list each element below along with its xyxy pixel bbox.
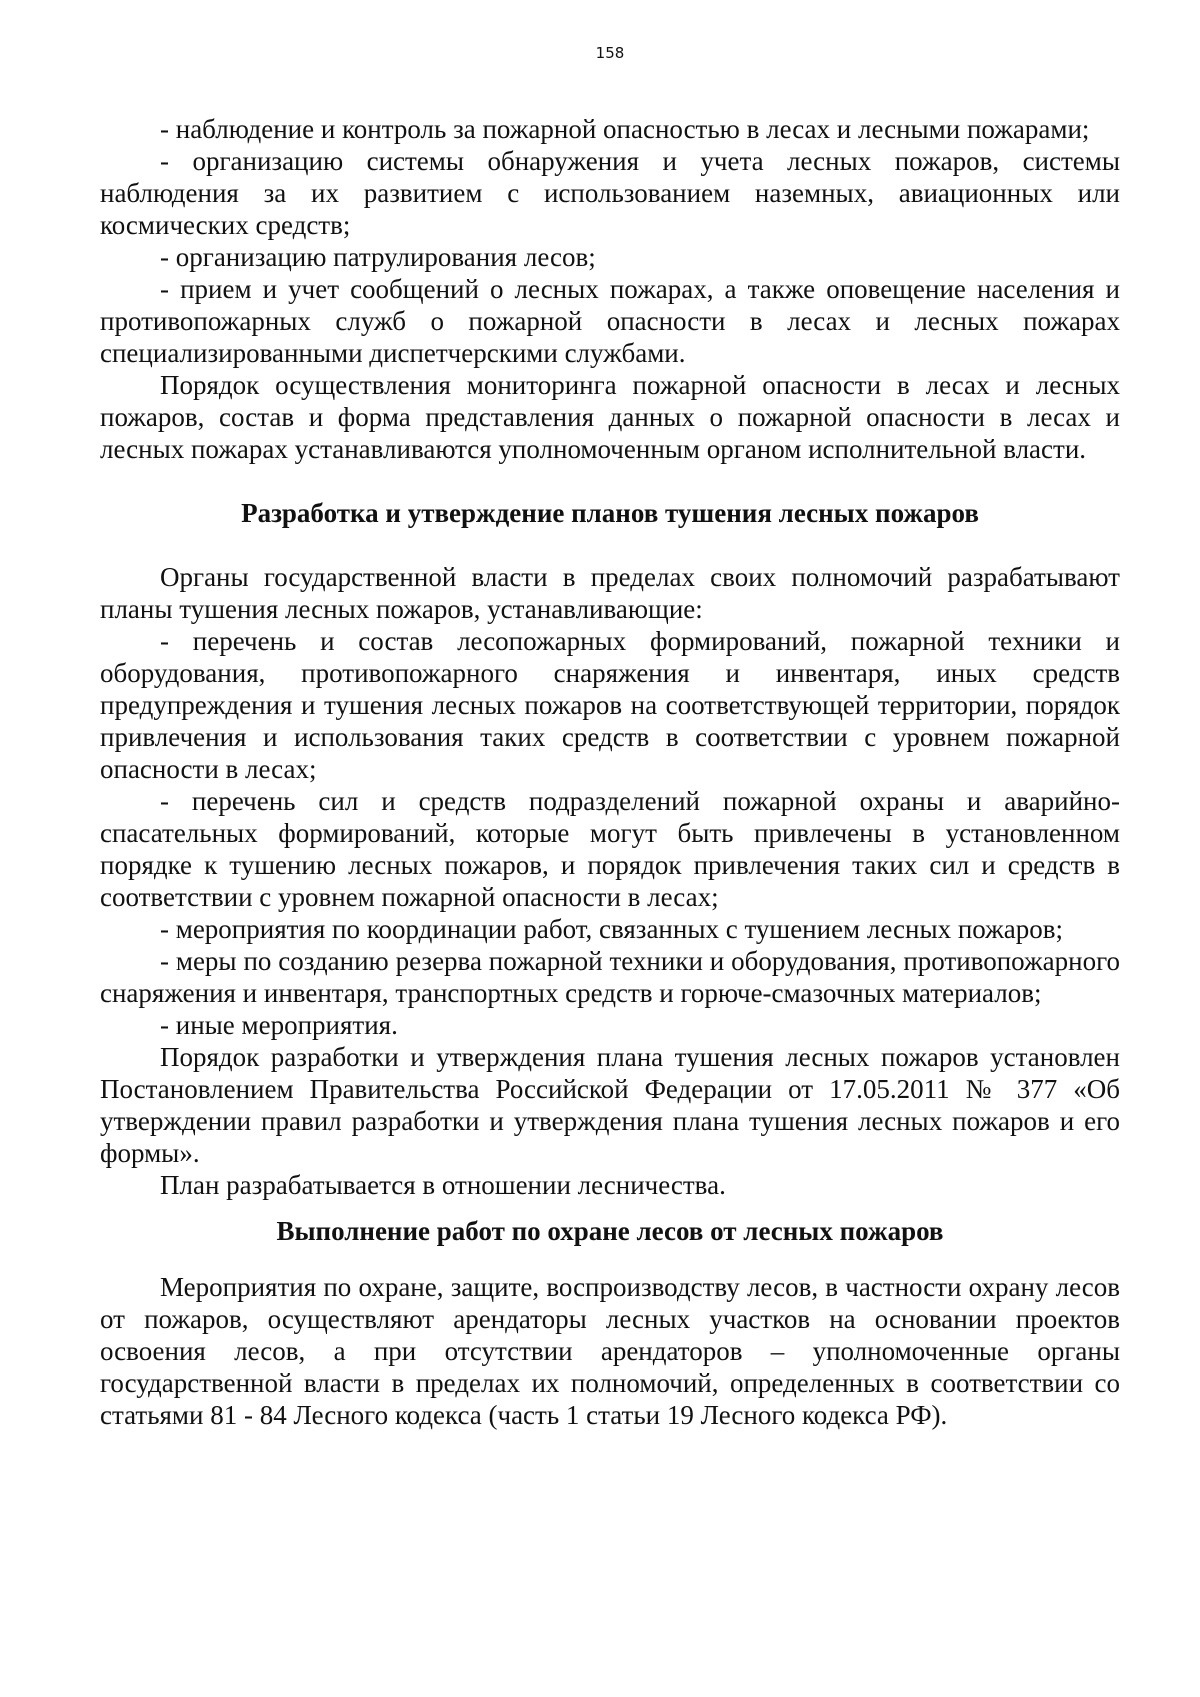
paragraph: Порядок разработки и утверждения плана тушения лесных пожаров установлен Постановлением Правительства Российской Федерации от 17.05.2011 № 377 «Об утверждении правил разработки и утверждения плана тушения лесных пожаров и его формы».: [100, 1042, 1120, 1168]
paragraph: - наблюдение и контроль за пожарной опасностью в лесах и лесными пожарами;: [160, 114, 1090, 144]
paragraph: Порядок осуществления мониторинга пожарной опасности в лесах и лесных пожаров, состав и форма представления данных о пожарной опасности в лесах и лесных пожарах устанавливаются уполномоченным органом исполнительной власти.: [100, 370, 1120, 464]
paragraph: - меры по созданию резерва пожарной техники и оборудования, противопожарного снаряжения и инвентаря, транспортных средств и горюче-смазочных материалов;: [100, 946, 1120, 1008]
paragraph: - прием и учет сообщений о лесных пожарах, а также оповещение населения и противопожарных служб о пожарной опасности в лесах и лесных пожарах специализированными диспетчерскими службами.: [100, 274, 1120, 368]
page-content: [100, 113, 1120, 1431]
paragraph: - перечень сил и средств подразделений пожарной охраны и аварийно-спасательных формирований, которые могут быть привлечены в установленном порядке к тушению лесных пожаров, и порядок привлечения таких сил и средств в соответствии с уровнем пожарной опасности в лесах;: [100, 786, 1120, 912]
document-page: [100, 0, 1120, 1697]
paragraph: Мероприятия по охране, защите, воспроизводству лесов, в частности охрану лесов от пожаров, осуществляют арендаторы лесных участков на основании проектов освоения лесов, а при отсутствии арендаторов – уполномоченные органы государственной власти в пределах их полномочий, определенных в соответствии со статьями 81 - 84 Лесного кодекса (часть 1 статьи 19 Лесного кодекса РФ).: [100, 1272, 1120, 1430]
paragraph: - перечень и состав лесопожарных формирований, пожарной техники и оборудования, противопожарного снаряжения и инвентаря, иных средств предупреждения и тушения лесных пожаров на соответствующей территории, порядок привлечения и использования таких средств в соответствии с уровнем пожарной опасности в лесах;: [100, 626, 1120, 784]
page-number: 158: [595, 44, 625, 62]
paragraph: Органы государственной власти в пределах своих полномочий разрабатывают планы тушения лесных пожаров, устанавливающие:: [100, 562, 1120, 624]
section-heading-fire-protection: Выполнение работ по охране лесов от лесных пожаров: [276, 1216, 944, 1246]
section-heading-fire-plans: Разработка и утверждение планов тушения лесных пожаров: [241, 498, 979, 528]
paragraph: - иные мероприятия.: [160, 1010, 398, 1040]
paragraph: - мероприятия по координации работ, связанных с тушением лесных пожаров;: [160, 914, 1064, 944]
paragraph: План разрабатывается в отношении лесничества.: [160, 1170, 726, 1200]
paragraph: - организацию патрулирования лесов;: [160, 242, 596, 272]
paragraph: - организацию системы обнаружения и учета лесных пожаров, системы наблюдения за их развитием с использованием наземных, авиационных или космических средств;: [100, 146, 1120, 240]
